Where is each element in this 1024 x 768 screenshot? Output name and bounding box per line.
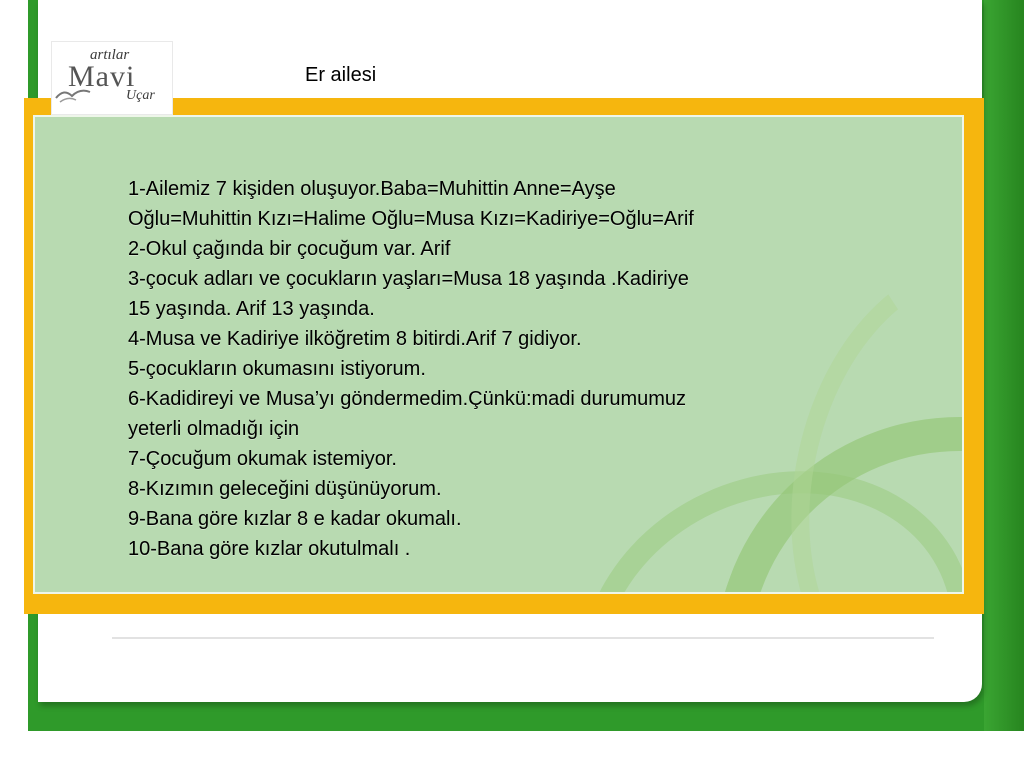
logo (52, 42, 172, 114)
body-line: 4-Musa ve Kadiriye ilköğretim 8 bitirdi.Arif 7 gidiyor. (128, 328, 582, 350)
body-line: 15 yaşında. Arif 13 yaşında. (128, 298, 375, 320)
body-line: 1-Ailemiz 7 kişiden oluşuyor.Baba=Muhittin Anne=Ayşe (128, 178, 616, 200)
green-side-stripe (984, 0, 1024, 731)
body-line: 5-çocukların okumasını istiyorum. (128, 358, 426, 380)
body-line: 10-Bana göre kızlar okutulmalı . (128, 538, 411, 560)
footer-divider (112, 637, 934, 639)
body-line: Oğlu=Muhittin Kızı=Halime Oğlu=Musa Kızı=Kadiriye=Oğlu=Arif (128, 208, 694, 230)
body-line: yeterli olmadığı için (128, 418, 300, 440)
body-line: 6-Kadidireyi ve Musa’yı göndermedim.Çünkü:madi durumumuz (128, 388, 687, 410)
body-line: 2-Okul çağında bir çocuğum var. Arif (128, 238, 451, 260)
body-line: 9-Bana göre kızlar 8 e kadar okumalı. (128, 508, 462, 530)
slide-title: Er ailesi (305, 64, 377, 86)
body-line: 3-çocuk adları ve çocukların yaşları=Musa 18 yaşında .Kadiriye (128, 268, 689, 290)
logo-text: Uçar (126, 88, 155, 103)
slide-body (128, 174, 888, 564)
body-line: 8-Kızımın geleceğini düşünüyorum. (128, 478, 442, 500)
logo-text: artılar (90, 47, 130, 63)
logo-text: Mavi (68, 60, 136, 93)
body-line: 7-Çocuğum okumak istemiyor. (128, 448, 397, 470)
